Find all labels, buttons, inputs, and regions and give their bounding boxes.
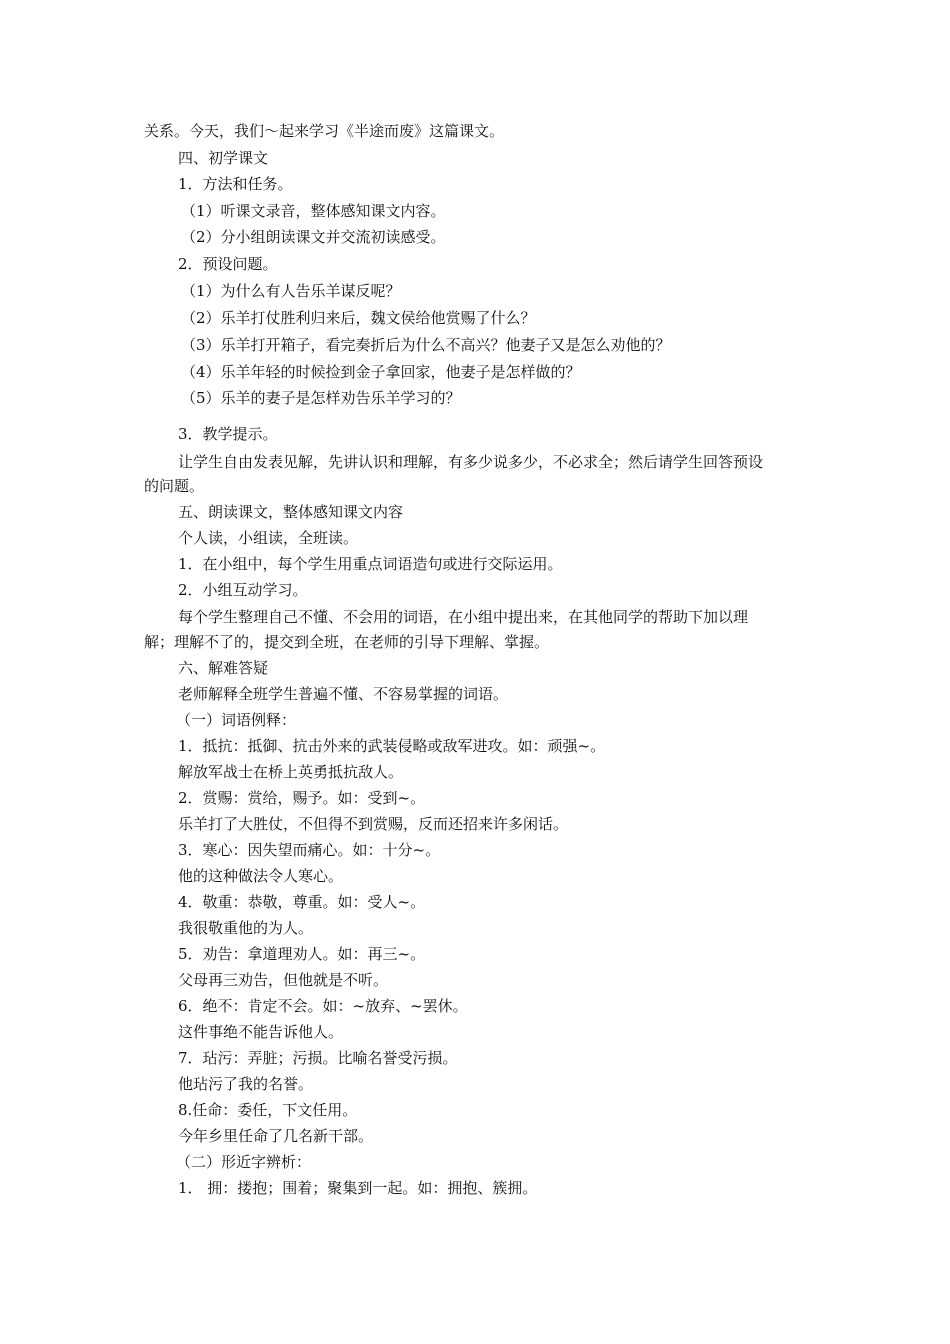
section-heading: 六、解难答疑 — [178, 659, 269, 677]
text-line: 6．绝不：肯定不会。如：~放弃、~罢休。 — [178, 997, 468, 1015]
text-line: 3．教学提示。 — [178, 425, 278, 443]
text-line: 关系。今天，我们～起来学习《半途而废》这篇课文。 — [144, 122, 505, 140]
text-line: 7．玷污：弄脏；污损。比喻名誉受污损。 — [178, 1049, 458, 1067]
text-line: （5）乐羊的妻子是怎样劝告乐羊学习的？ — [181, 389, 461, 407]
text-line: 的问题。 — [144, 477, 205, 495]
subsection-heading: （一）词语例释： — [176, 711, 297, 729]
subsection-heading: （二）形近字辨析： — [176, 1153, 312, 1171]
text-line: 老师解释全班学生普遍不懂、不容易掌握的词语。 — [178, 685, 509, 703]
text-line: （1）为什么有人告乐羊谋反呢？ — [181, 282, 401, 300]
text-line: （4）乐羊年轻的时候捡到金子拿回家，他妻子是怎样做的？ — [181, 363, 581, 381]
text-line: 1．抵抗：抵御、抗击外来的武装侵略或敌军进攻。如：顽强~。 — [178, 737, 606, 755]
text-line: 3．寒心：因失望而痛心。如：十分~。 — [178, 841, 441, 859]
text-line: 他的这种做法令人寒心。 — [178, 867, 344, 885]
text-line: 解放军战士在桥上英勇抵抗敌人。 — [178, 763, 404, 781]
text-line: 让学生自由发表见解，先讲认识和理解，有多少说多少，不必求全；然后请学生回答预设 — [178, 453, 764, 471]
text-line: 每个学生整理自己不懂、不会用的词语，在小组中提出来，在其他同学的帮助下加以理 — [178, 608, 749, 626]
section-heading: 五、朗读课文，整体感知课文内容 — [178, 503, 404, 521]
text-line: 1．方法和任务。 — [178, 175, 293, 193]
text-line: 2．赏赐：赏给，赐予。如：受到~。 — [178, 789, 426, 807]
text-line: 8.任命：委任，下文任用。 — [178, 1101, 358, 1119]
text-line: 4．敬重：恭敬，尊重。如：受人~。 — [178, 893, 426, 911]
text-line: 我很敬重他的为人。 — [178, 919, 314, 937]
text-line: 解；理解不了的，提交到全班，在老师的引导下理解、掌握。 — [144, 633, 550, 651]
text-line: 2．小组互动学习。 — [178, 581, 308, 599]
section-heading: 四、初学课文 — [178, 149, 269, 167]
text-line: （2）乐羊打仗胜利归来后，魏文侯给他赏赐了什么？ — [181, 309, 536, 327]
text-line: （3）乐羊打开箱子，看完奏折后为什么不高兴？他妻子又是怎么劝他的？ — [181, 336, 671, 354]
text-line: 1． 拥：搂抱；围着；聚集到一起。如：拥抱、簇拥。 — [178, 1179, 538, 1197]
text-line: （1）听课文录音，整体感知课文内容。 — [181, 202, 446, 220]
text-line: 1．在小组中，每个学生用重点词语造句或进行交际运用。 — [178, 555, 563, 573]
text-line: 5．劝告：拿道理劝人。如：再三~。 — [178, 945, 426, 963]
text-line: 个人读，小组读，全班读。 — [178, 529, 359, 547]
text-line: 他玷污了我的名誉。 — [178, 1075, 314, 1093]
text-line: 乐羊打了大胜仗，不但得不到赏赐，反而还招来许多闲话。 — [178, 815, 569, 833]
text-line: 父母再三劝告，但他就是不听。 — [178, 971, 389, 989]
text-line: 2．预设问题。 — [178, 255, 278, 273]
text-line: 这件事绝不能告诉他人。 — [178, 1023, 344, 1041]
text-line: （2）分小组朗读课文并交流初读感受。 — [181, 228, 446, 246]
text-line: 今年乡里任命了几名新干部。 — [178, 1127, 374, 1145]
